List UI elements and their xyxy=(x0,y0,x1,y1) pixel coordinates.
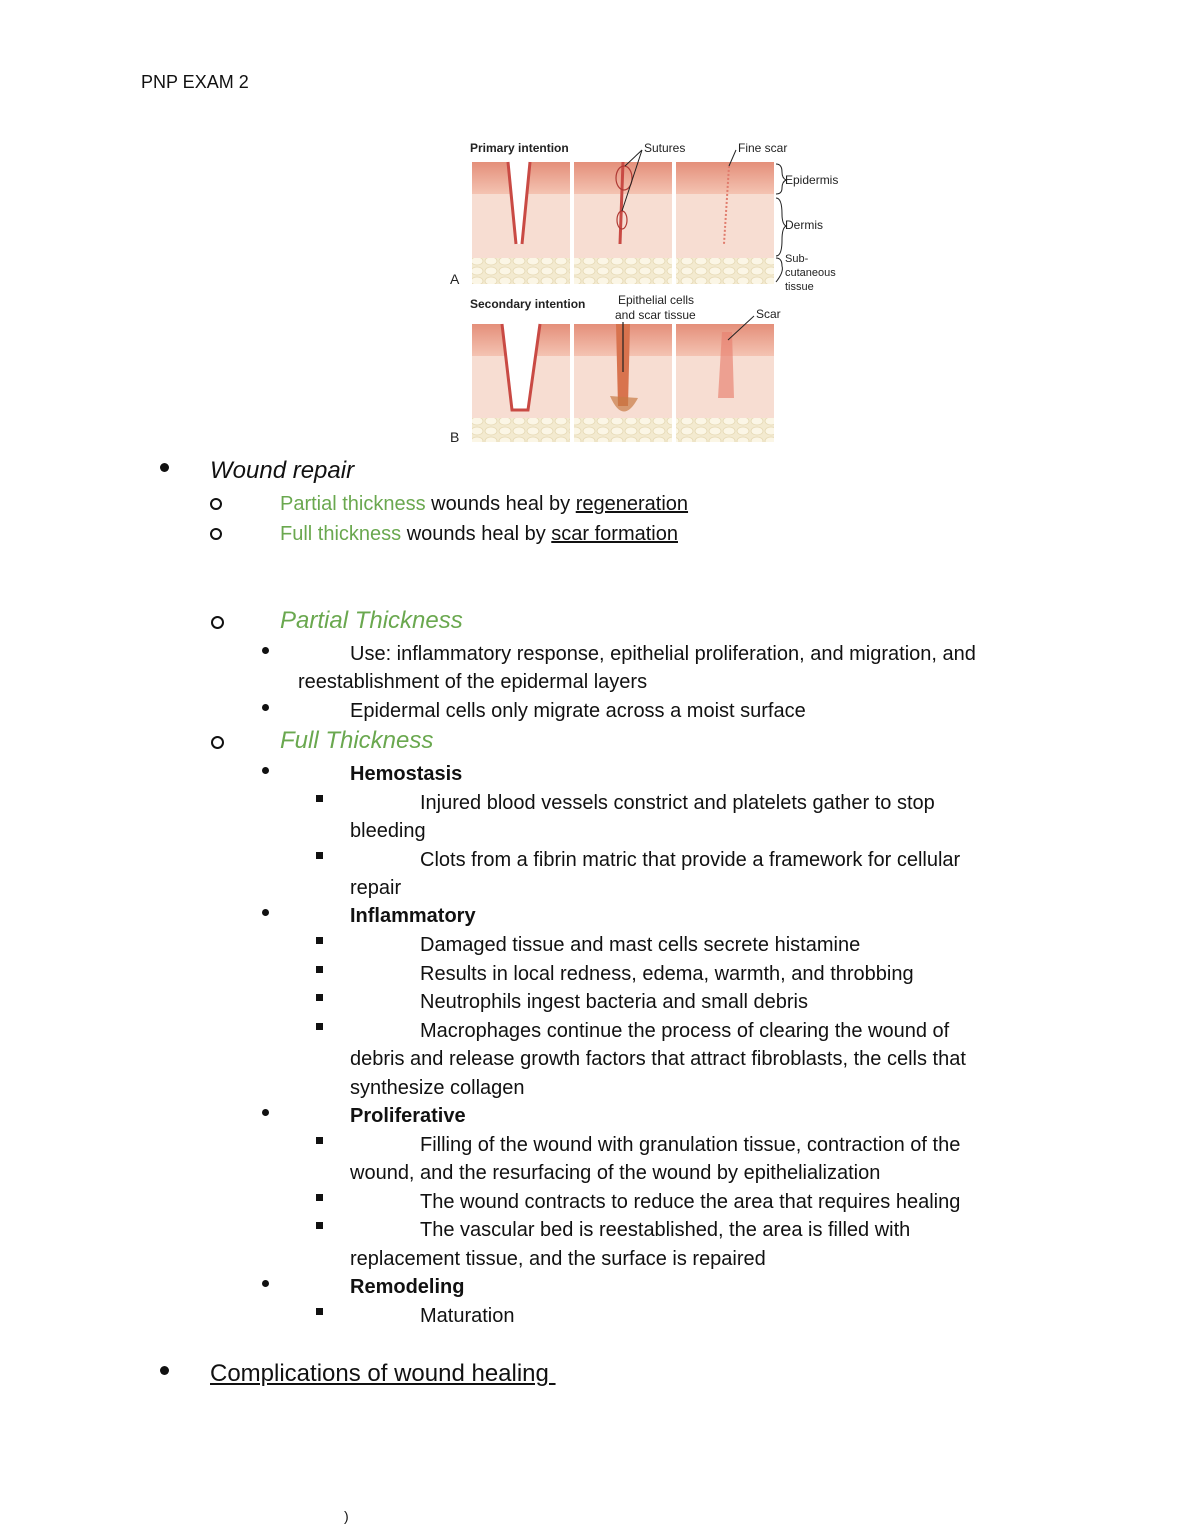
partial-point-line: Epidermal cells only migrate across a moist surface xyxy=(350,700,806,722)
item-lead: Partial thickness xyxy=(280,493,426,515)
wound-repair-heading: Wound repair xyxy=(210,457,355,484)
bullet-icon xyxy=(262,767,269,774)
subcut-label-3: tissue xyxy=(785,281,814,293)
square-bullet-icon xyxy=(316,795,323,802)
panel-a-letter: A xyxy=(450,271,460,287)
panel-b-title: Secondary intention xyxy=(470,297,586,311)
phase-point-line: repair xyxy=(350,877,402,899)
subcut-label-1: Sub- xyxy=(785,253,809,265)
phase-point-line: The wound contracts to reduce the area that requires healing xyxy=(420,1191,961,1213)
square-bullet-icon xyxy=(316,937,323,944)
square-bullet-icon xyxy=(316,994,323,1001)
bullet-icon xyxy=(262,1109,269,1116)
panel-a-block-1 xyxy=(472,162,570,284)
phase-point-line: replacement tissue, and the surface is repaired xyxy=(350,1248,766,1270)
phase-point-line: wound, and the resurfacing of the wound by epithelialization xyxy=(350,1162,881,1184)
footer-mark: ) xyxy=(344,1508,349,1524)
item-lead: Full thickness xyxy=(280,523,402,545)
phase-point-line: Damaged tissue and mast cells secrete histamine xyxy=(420,934,861,956)
square-bullet-icon xyxy=(316,1222,323,1229)
phase-name: Inflammatory xyxy=(350,905,476,927)
page-header: PNP EXAM 2 xyxy=(141,72,249,92)
phase-point-line: Clots from a fibrin matric that provide a framework for cellular xyxy=(420,849,961,871)
bullet-icon xyxy=(160,463,169,472)
bullet-icon xyxy=(262,1280,269,1287)
wound-repair-item xyxy=(280,490,688,518)
panel-a-block-3 xyxy=(676,162,774,284)
panel-a-block-2 xyxy=(574,162,672,284)
square-bullet-icon xyxy=(316,1137,323,1144)
ring-bullet-icon xyxy=(211,616,224,629)
ring-bullet-icon xyxy=(210,498,222,510)
panel-b-block-1 xyxy=(472,324,570,442)
phase-point-line: synthesize collagen xyxy=(350,1077,525,1099)
wound-repair-item xyxy=(280,520,678,548)
square-bullet-icon xyxy=(316,1023,323,1030)
item-tail: scar formation xyxy=(551,523,678,545)
item-mid: wounds heal by xyxy=(401,523,552,545)
square-bullet-icon xyxy=(316,1308,323,1315)
phase-name: Hemostasis xyxy=(350,763,463,785)
phase-point-line: Filling of the wound with granulation tissue, contraction of the xyxy=(420,1134,961,1156)
epidermis-label: Epidermis xyxy=(785,173,839,187)
bullet-icon xyxy=(262,647,269,654)
phase-point-line: Maturation xyxy=(420,1305,515,1327)
item-mid: wounds heal by xyxy=(425,493,576,515)
subcut-label-2: cutaneous xyxy=(785,267,836,279)
phase-point-line: bleeding xyxy=(350,820,426,842)
square-bullet-icon xyxy=(316,966,323,973)
panel-a-title: Primary intention xyxy=(470,141,569,155)
scar-label: Scar xyxy=(756,307,781,321)
epithelial-label-1: Epithelial cells xyxy=(618,293,695,307)
bullet-icon xyxy=(262,909,269,916)
item-tail: regeneration xyxy=(575,493,689,515)
phase-point-line: Macrophages continue the process of clearing the wound of xyxy=(420,1020,950,1042)
square-bullet-icon xyxy=(316,1194,323,1201)
partial-thickness-heading: Partial Thickness xyxy=(280,607,463,634)
partial-point-line: reestablishment of the epidermal layers xyxy=(298,671,648,693)
partial-point-line: Use: inflammatory response, epithelial proliferation, and migration, and xyxy=(350,643,976,665)
wound-healing-figure xyxy=(442,136,852,458)
sutures-label: Sutures xyxy=(644,141,686,155)
phase-name: Remodeling xyxy=(350,1276,465,1298)
ring-bullet-icon xyxy=(211,736,224,749)
phase-point-line: Results in local redness, edema, warmth, and throbbing xyxy=(420,963,914,985)
phase-point-line: debris and release growth factors that attract fibroblasts, the cells that xyxy=(350,1048,966,1070)
panel-a xyxy=(450,141,838,293)
epithelial-label-2: and scar tissue xyxy=(615,308,696,322)
complications-heading: Complications of wound healing xyxy=(210,1360,556,1387)
phase-point-line: Neutrophils ingest bacteria and small debris xyxy=(420,991,808,1013)
phase-name: Proliferative xyxy=(350,1105,466,1127)
full-thickness-heading: Full Thickness xyxy=(280,727,434,754)
bullet-icon xyxy=(160,1366,169,1375)
dermis-label: Dermis xyxy=(785,218,823,232)
ring-bullet-icon xyxy=(210,528,222,540)
wound-healing-diagram xyxy=(442,136,852,458)
fine-scar-label: Fine scar xyxy=(738,141,788,155)
phase-point-line: Injured blood vessels constrict and platelets gather to stop xyxy=(420,792,935,814)
phase-point-line: The vascular bed is reestablished, the area is filled with xyxy=(420,1219,911,1241)
panel-b xyxy=(450,293,781,445)
panel-b-letter: B xyxy=(450,429,460,445)
bullet-icon xyxy=(262,704,269,711)
square-bullet-icon xyxy=(316,852,323,859)
panel-b-block-3 xyxy=(676,324,774,442)
